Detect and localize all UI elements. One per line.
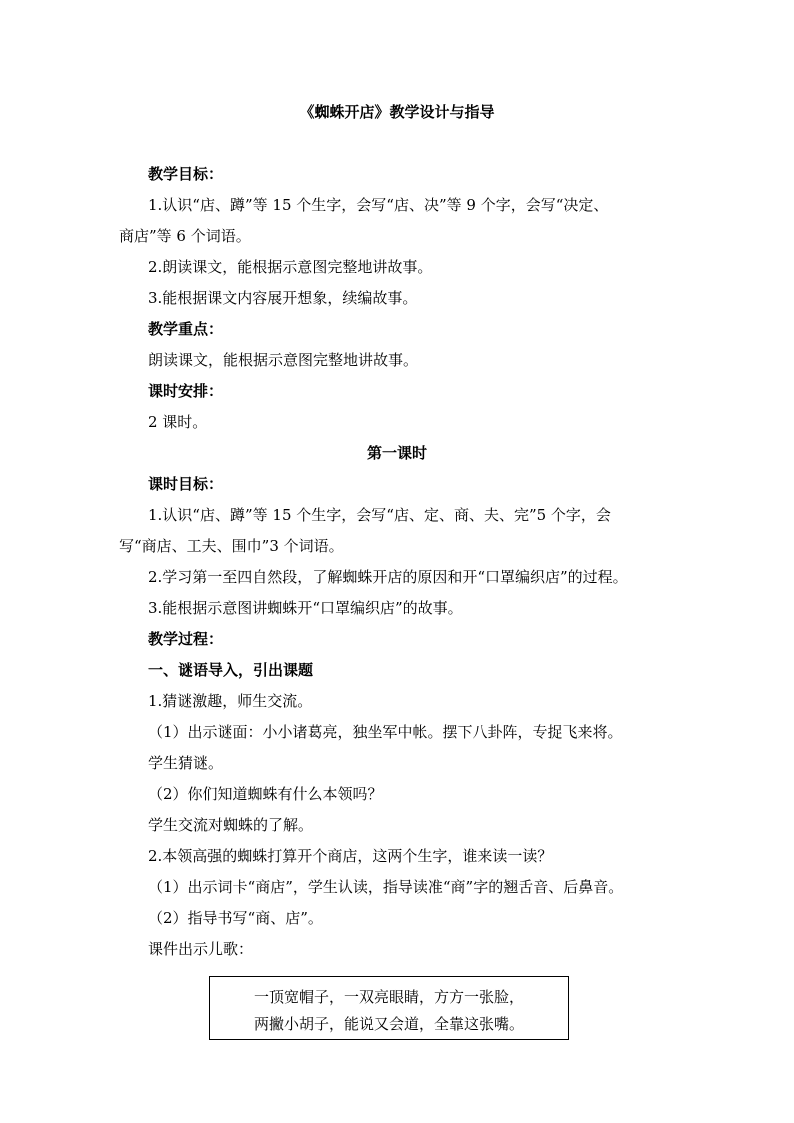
schedule-text: 2 课时。 — [148, 413, 208, 431]
lesson-goals-heading: 课时目标： — [148, 475, 224, 493]
section-heading-1: 一、谜语导入，引出课题 — [148, 661, 314, 679]
rhyme-box — [209, 976, 569, 1040]
schedule-heading: 课时安排： — [148, 382, 224, 400]
rhyme-line-1: 一顶宽帽子，一双亮眼睛，方方一张脸， — [253, 988, 524, 1006]
process-para-3: 学生猜谜。 — [148, 754, 224, 772]
process-para-9: 课件出示儿歌： — [148, 940, 254, 958]
page-title: 《蜘蛛开店》教学设计与指导 — [299, 103, 495, 121]
lesson-goal-3: 3.能根据示意图讲蜘蛛开“口罩编织店”的故事。 — [148, 599, 463, 617]
goal-item-1: 1.认识“店、蹲”等 15 个生字，会写“店、决”等 9 个字，会写“决定、 — [148, 196, 609, 214]
process-heading: 教学过程： — [148, 630, 224, 648]
process-para-5: 学生交流对蜘蛛的了解。 — [148, 816, 314, 834]
goal-item-1-cont: 商店”等 6 个词语。 — [119, 227, 251, 245]
goals-heading: 教学目标： — [148, 165, 224, 183]
lesson-goal-2: 2.学习第一至四自然段，了解蜘蛛开店的原因和开“口罩编织店”的过程。 — [148, 568, 628, 586]
lesson-goal-1-cont: 写“商店、工夫、围巾”3 个词语。 — [119, 537, 344, 555]
process-para-2: （1）出示谜面：小小诸葛亮，独坐军中帐。摆下八卦阵，专捉飞来将。 — [148, 723, 623, 741]
process-para-4: （2）你们知道蜘蛛有什么本领吗？ — [148, 785, 383, 803]
process-para-7: （1）出示词卡“商店”，学生认读，指导读准“商”字的翘舌音、后鼻音。 — [148, 878, 624, 896]
goal-item-2: 2.朗读课文，能根据示意图完整地讲故事。 — [148, 258, 433, 276]
process-para-6: 2.本领高强的蜘蛛打算开个商店，这两个生字，谁来读一读？ — [148, 847, 553, 865]
goal-item-3: 3.能根据课文内容展开想象，续编故事。 — [148, 289, 418, 307]
lesson-goal-1: 1.认识“店、蹲”等 15 个生字，会写“店、定、商、夫、完”5 个字，会 — [148, 506, 611, 524]
focus-heading: 教学重点： — [148, 320, 224, 338]
process-para-1: 1.猜谜激趣，师生交流。 — [148, 692, 313, 710]
focus-text: 朗读课文，能根据示意图完整地讲故事。 — [148, 351, 419, 369]
rhyme-line-2: 两撇小胡子，能说又会道，全靠这张嘴。 — [253, 1015, 524, 1033]
process-para-8: （2）指导书写“商、店”。 — [148, 909, 323, 927]
lesson-heading: 第一课时 — [366, 444, 427, 462]
